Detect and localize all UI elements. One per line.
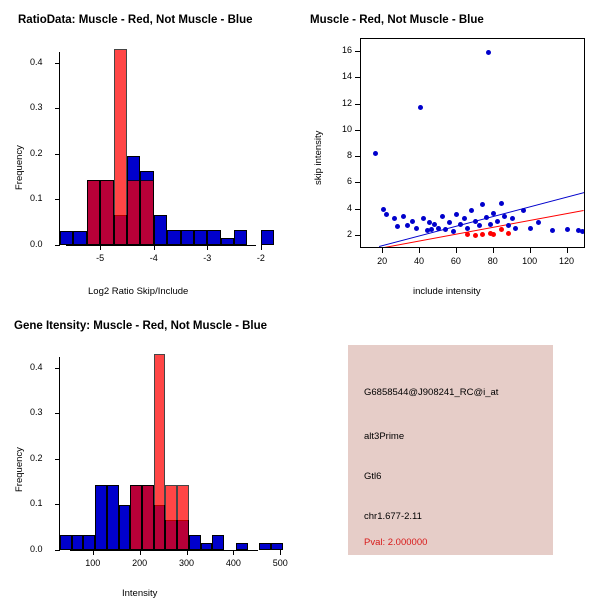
scatter-point [521, 208, 526, 213]
scatter-point [465, 232, 470, 237]
y-tick: 16 [341, 45, 352, 56]
hist-intensity-y-axis [59, 357, 60, 550]
hist-bar [142, 485, 154, 550]
scatter-point [458, 222, 463, 227]
scatter-point [477, 223, 482, 228]
scatter-ylabel: skip intensity [313, 130, 324, 185]
y-tick: 0.2 [30, 147, 43, 158]
hist-ratio-title: RatioData: Muscle - Red, Not Muscle - Blue [18, 14, 253, 26]
scatter-point [528, 226, 533, 231]
x-tick-mark [233, 550, 234, 555]
scatter-point [465, 226, 470, 231]
x-tick-mark [382, 248, 383, 253]
scatter-point [454, 212, 459, 217]
scatter-xlabel: include intensity [413, 286, 481, 297]
hist-bar [221, 238, 234, 245]
hist-bar [127, 180, 140, 245]
y-tick-mark [55, 413, 60, 414]
hist-bar [60, 231, 73, 245]
scatter-point [447, 220, 452, 225]
y-tick: 4 [346, 202, 352, 213]
info-probe: G6858544@J908241_RC@i_at [364, 387, 499, 398]
scatter-point [580, 229, 585, 234]
x-tick-mark [567, 248, 568, 253]
x-tick-mark [100, 245, 101, 250]
y-tick: 12 [341, 97, 352, 108]
scatter-point [506, 231, 511, 236]
scatter-point [565, 227, 570, 232]
x-tick-mark [280, 550, 281, 555]
y-tick-mark [55, 459, 60, 460]
hist-bar [72, 535, 84, 550]
hist-intensity-panel [0, 300, 300, 600]
scatter-point [418, 105, 423, 110]
scatter-point [506, 223, 511, 228]
x-tick: -2 [256, 253, 265, 263]
x-tick: 100 [85, 558, 101, 568]
scatter-point [550, 228, 555, 233]
scatter-plot-area [360, 38, 585, 248]
hist-bar [140, 180, 153, 245]
y-tick-mark [355, 51, 360, 52]
y-tick: 0.0 [30, 239, 43, 249]
hist-bar [181, 230, 194, 245]
x-tick: 200 [132, 558, 148, 568]
x-tick-mark [154, 245, 155, 250]
scatter-point [502, 214, 507, 219]
scatter-title: Muscle - Red, Not Muscle - Blue [310, 14, 484, 26]
info-pval: Pval: 2.000000 [364, 537, 428, 548]
y-tick: 2 [346, 228, 352, 239]
hist-intensity-plot-area [60, 345, 285, 550]
hist-bar [194, 230, 207, 245]
x-tick-mark [456, 248, 457, 253]
x-tick-mark [187, 550, 188, 555]
y-tick-mark [55, 199, 60, 200]
y-tick-mark [355, 130, 360, 131]
y-tick: 10 [341, 123, 352, 134]
x-tick: -3 [203, 253, 212, 263]
x-tick: -4 [149, 253, 158, 263]
scatter-point [473, 233, 478, 238]
hist-bar [236, 543, 248, 550]
info-event: alt3Prime [364, 431, 405, 442]
y-tick: 0.4 [30, 56, 43, 67]
x-tick: 300 [179, 558, 195, 568]
hist-bar [130, 485, 142, 550]
y-tick-mark [355, 77, 360, 78]
hist-bar [165, 485, 177, 550]
y-tick: 0.0 [30, 544, 43, 554]
hist-intensity-ylabel: Frequency [14, 447, 25, 492]
hist-bar [271, 543, 283, 550]
scatter-point [405, 223, 410, 228]
scatter-point [491, 232, 496, 237]
y-tick: 0.3 [30, 102, 43, 113]
x-tick-mark [493, 248, 494, 253]
scatter-point [480, 202, 485, 207]
y-tick: 0.1 [30, 193, 43, 204]
scatter-point [486, 50, 491, 55]
hist-bar [87, 180, 100, 245]
hist-bar [60, 535, 72, 550]
hist-bar [167, 230, 180, 245]
x-tick: -5 [96, 253, 105, 263]
scatter-point [395, 224, 400, 229]
y-tick-mark [55, 154, 60, 155]
scatter-point [381, 207, 386, 212]
y-tick: 0.2 [30, 452, 43, 463]
x-tick: 400 [225, 558, 241, 568]
scatter-point [436, 226, 441, 231]
scatter-point [513, 226, 518, 231]
y-tick-mark [55, 245, 60, 246]
scatter-point [484, 215, 489, 220]
hist-bar [154, 354, 166, 550]
y-tick-mark [55, 504, 60, 505]
hist-bar [189, 535, 201, 550]
x-tick-mark [140, 550, 141, 555]
x-tick: 20 [377, 256, 388, 266]
x-tick: 40 [414, 256, 425, 266]
hist-ratio-plot-area [60, 40, 285, 245]
y-tick-mark [355, 235, 360, 236]
hist-bar [83, 535, 95, 550]
scatter-point [462, 216, 467, 221]
hist-bar [100, 180, 113, 245]
hist-bar [73, 231, 86, 245]
scatter-point [427, 220, 432, 225]
x-tick-mark [419, 248, 420, 253]
hist-intensity-xlabel: Intensity [122, 588, 158, 599]
y-tick: 8 [346, 150, 352, 161]
hist-ratio-x-axis [66, 245, 256, 246]
y-tick: 0.1 [30, 498, 43, 509]
scatter-point [499, 227, 504, 232]
scatter-point [480, 232, 485, 237]
hist-bar [207, 230, 220, 245]
x-tick: 100 [522, 256, 538, 266]
y-tick-mark [55, 108, 60, 109]
scatter-point [495, 219, 500, 224]
x-tick: 60 [450, 256, 461, 266]
scatter-point [392, 216, 397, 221]
hist-intensity-title: Gene Itensity: Muscle - Red, Not Muscle - Blue [14, 320, 268, 332]
scatter-point [384, 212, 389, 217]
hist-ratio-panel [0, 0, 300, 300]
y-tick-mark [355, 182, 360, 183]
hist-bar [154, 215, 167, 245]
y-tick-mark [355, 156, 360, 157]
scatter-point [469, 208, 474, 213]
scatter-point [373, 151, 378, 156]
hist-ratio-xlabel: Log2 Ratio Skip/Include [88, 286, 189, 297]
hist-bar [114, 49, 127, 245]
scatter-point [421, 216, 426, 221]
hist-bar [259, 543, 271, 550]
y-tick: 0.3 [30, 407, 43, 418]
info-locus: chr1.677-2.11 [364, 511, 422, 522]
scatter-point [488, 222, 493, 227]
scatter-point [440, 214, 445, 219]
x-tick: 120 [559, 256, 575, 266]
x-tick: 500 [272, 558, 288, 568]
y-tick-mark [355, 209, 360, 210]
scatter-point [401, 214, 406, 219]
hist-bar [95, 485, 107, 550]
scatter-point [414, 226, 419, 231]
y-tick-mark [55, 63, 60, 64]
scatter-point [536, 220, 541, 225]
x-tick-mark [207, 245, 208, 250]
hist-bar [201, 543, 213, 550]
y-tick: 14 [341, 71, 352, 82]
y-tick: 6 [346, 176, 352, 187]
x-tick: 80 [487, 256, 498, 266]
hist-bar [119, 505, 131, 550]
scatter-point [499, 201, 504, 206]
y-tick-mark [55, 368, 60, 369]
hist-ratio-ylabel: Frequency [14, 145, 25, 190]
hist-bar [177, 485, 189, 550]
scatter-point [410, 219, 415, 224]
x-tick-mark [93, 550, 94, 555]
y-tick: 0.4 [30, 361, 43, 372]
scatter-point [429, 227, 434, 232]
scatter-point [510, 216, 515, 221]
hist-intensity-x-axis [70, 550, 258, 551]
y-tick-mark [55, 550, 60, 551]
x-tick-mark [261, 245, 262, 250]
scatter-panel [300, 0, 600, 300]
info-box [348, 345, 553, 555]
hist-ratio-y-axis [59, 52, 60, 245]
hist-bar [234, 230, 247, 245]
hist-bar [261, 230, 274, 245]
y-tick-mark [355, 104, 360, 105]
scatter-point [443, 227, 448, 232]
x-tick-mark [530, 248, 531, 253]
info-gene: Gtl6 [364, 471, 382, 482]
hist-bar [212, 535, 224, 550]
hist-bar [107, 485, 119, 550]
